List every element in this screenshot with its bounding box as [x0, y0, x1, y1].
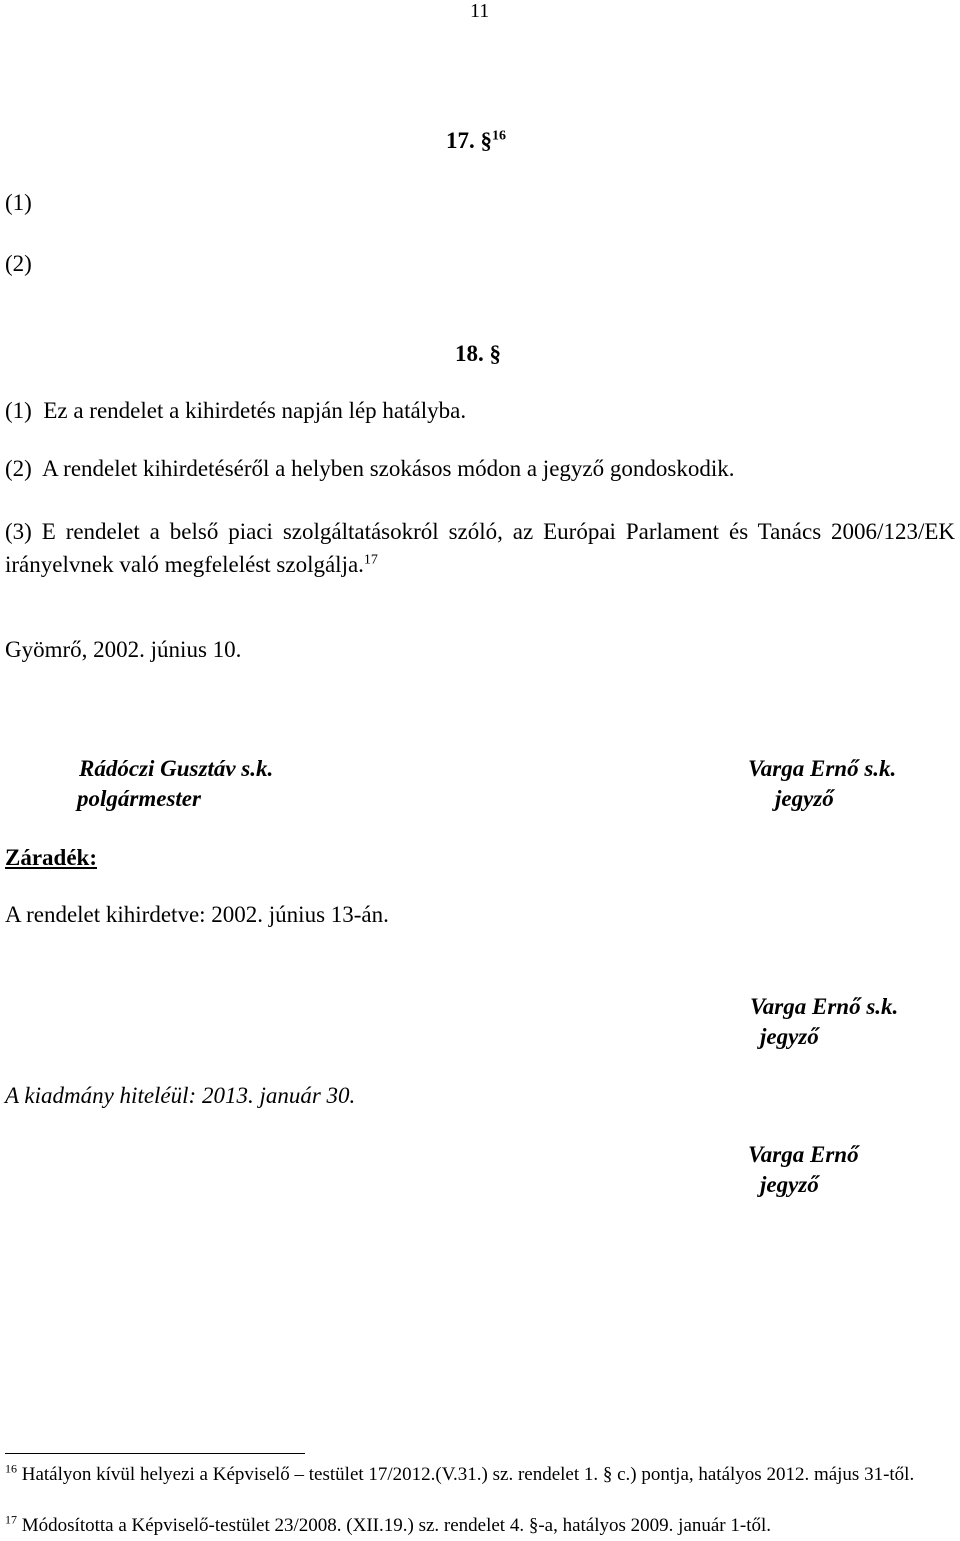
mayor-signature-title: polgármester — [77, 786, 201, 811]
section-18-para-1 — [5, 398, 466, 424]
footnote-ref-16: 16 — [492, 128, 506, 144]
footnote-text: Módosította a Képviselő-testület 23/2008. (XII.19.) sz. rendelet 4. §-a, hatályos 2009. január 1-től. — [21, 1515, 772, 1536]
clause-heading: Záradék: — [5, 845, 97, 870]
footnote-number: 16 — [5, 1461, 17, 1476]
footnote-divider — [5, 1453, 305, 1454]
clause-promulgated: A rendelet kihirdetve: 2002. június 13-án. — [5, 902, 389, 927]
section-18-para-3 — [5, 515, 955, 581]
section-17-item-1: (1) — [5, 190, 32, 215]
para-number: (3) — [5, 519, 32, 544]
section-symbol: § — [480, 128, 492, 153]
mayor-signature-name: Rádóczi Gusztáv s.k. — [79, 756, 274, 781]
certification-text: A kiadmány hiteléül: 2013. január 30. — [5, 1083, 356, 1108]
certification-notary-name: Varga Ernő — [748, 1142, 859, 1167]
section-symbol: § — [489, 341, 501, 366]
clause-notary-name: Varga Ernő s.k. — [750, 994, 899, 1019]
section-17-heading — [446, 128, 506, 154]
section-18-para-2 — [5, 456, 734, 482]
clause-notary-title: jegyző — [760, 1024, 819, 1049]
place-date: Gyömrő, 2002. június 10. — [5, 637, 242, 662]
footnote-16 — [5, 1463, 955, 1486]
para-text: A rendelet kihirdetéséről a helyben szokásos módon a jegyző gondoskodik. — [42, 456, 735, 481]
footnote-text: Hatályon kívül helyezi a Képviselő – testület 17/2012.(V.31.) sz. rendelet 1. § c.) pontja, hatályos 2012. május 31-től. — [21, 1464, 915, 1485]
footnote-ref-17: 17 — [363, 552, 378, 568]
footnote-17 — [5, 1514, 955, 1537]
para-text: Ez a rendelet a kihirdetés napján lép hatályba. — [43, 398, 467, 423]
notary-signature-title: jegyző — [775, 786, 834, 811]
section-18-heading — [455, 341, 501, 367]
para-text: E rendelet a belső piaci szolgáltatásokról szóló, az Európai Parlament és Tanács 2006/123/EK irányelvnek való megfelelést szolgálja. — [5, 519, 955, 577]
footnote-number: 17 — [5, 1512, 17, 1527]
para-number: (2) — [5, 456, 32, 481]
section-17-number: 17. — [446, 128, 475, 153]
notary-signature-name: Varga Ernő s.k. — [748, 756, 897, 781]
para-number: (1) — [5, 398, 32, 423]
page-number: 11 — [470, 0, 490, 22]
section-18-number: 18. — [455, 341, 484, 366]
certification-notary-title: jegyző — [760, 1172, 819, 1197]
section-17-item-2: (2) — [5, 251, 32, 276]
